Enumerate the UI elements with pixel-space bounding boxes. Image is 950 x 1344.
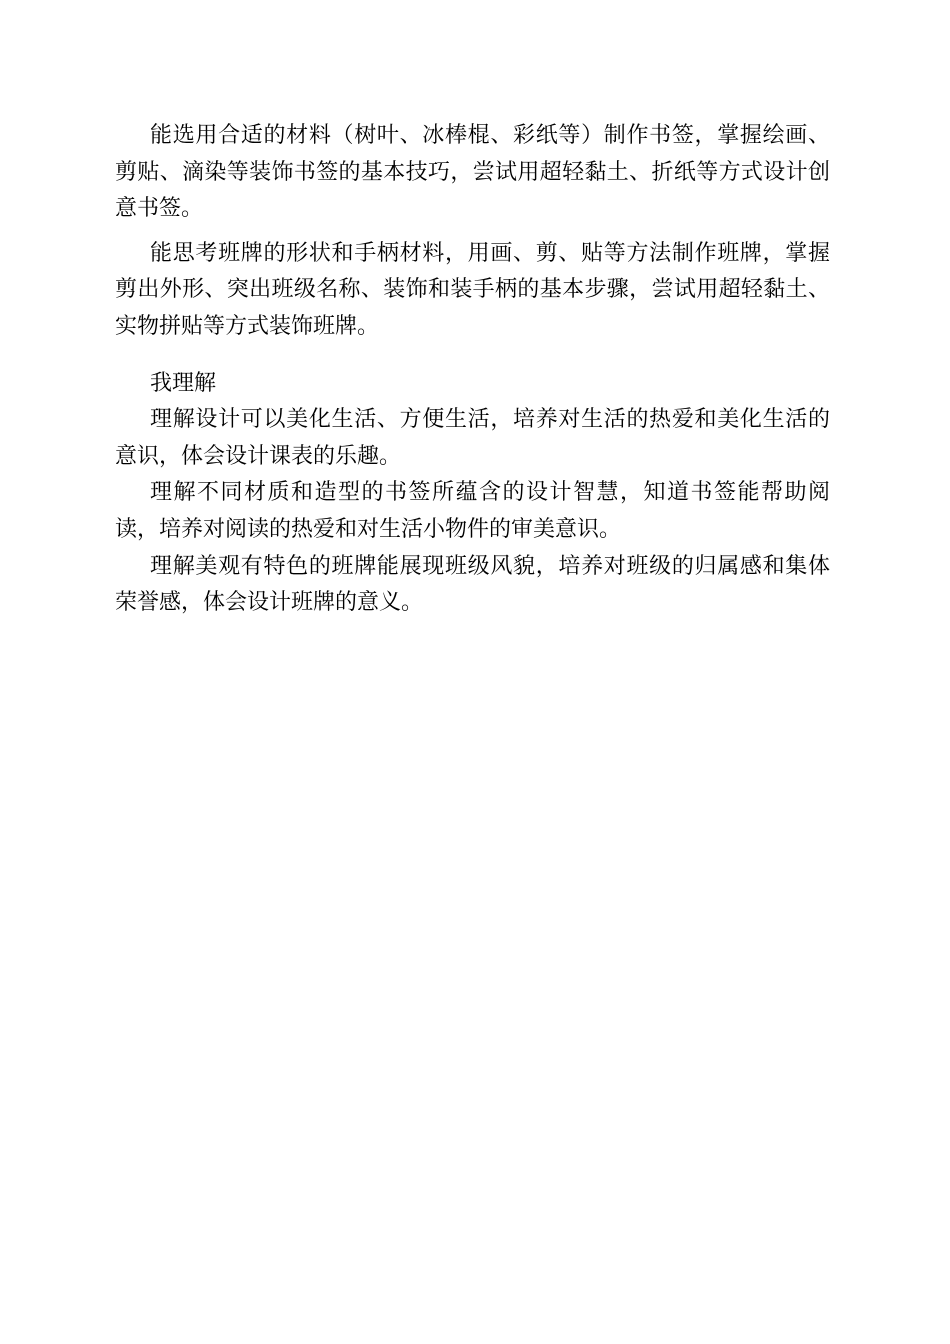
paragraph-understand-bookmark-wisdom: 理解不同材质和造型的书签所蕴含的设计智慧，知道书签能帮助阅读，培养对阅读的热爱和对生活小物件的审美意识。 (115, 479, 830, 541)
paragraph-understand-class-sign-meaning: 理解美观有特色的班牌能展现班级风貌，培养对班级的归属感和集体荣誉感，体会设计班牌的意义。 (115, 552, 830, 615)
paragraph-class-sign-skills: 能思考班牌的形状和手柄材料，用画、剪、贴等方法制作班牌，掌握剪出外形、突出班级名称、装饰和装手柄的基本步骤，尝试用超轻黏土、实物拼贴等方式装饰班牌。 (115, 239, 830, 338)
section-heading-i-understand: 我理解 (150, 369, 217, 395)
paragraph-bookmark-skills: 能选用合适的材料（树叶、冰棒棍、彩纸等）制作书签，掌握绘画、剪贴、滴染等装饰书签的基本技巧，尝试用超轻黏土、折纸等方式设计创意书签。 (115, 122, 830, 221)
paragraph-understand-design-life: 理解设计可以美化生活、方便生活，培养对生活的热爱和美化生活的意识，体会设计课表的乐趣。 (115, 406, 830, 468)
